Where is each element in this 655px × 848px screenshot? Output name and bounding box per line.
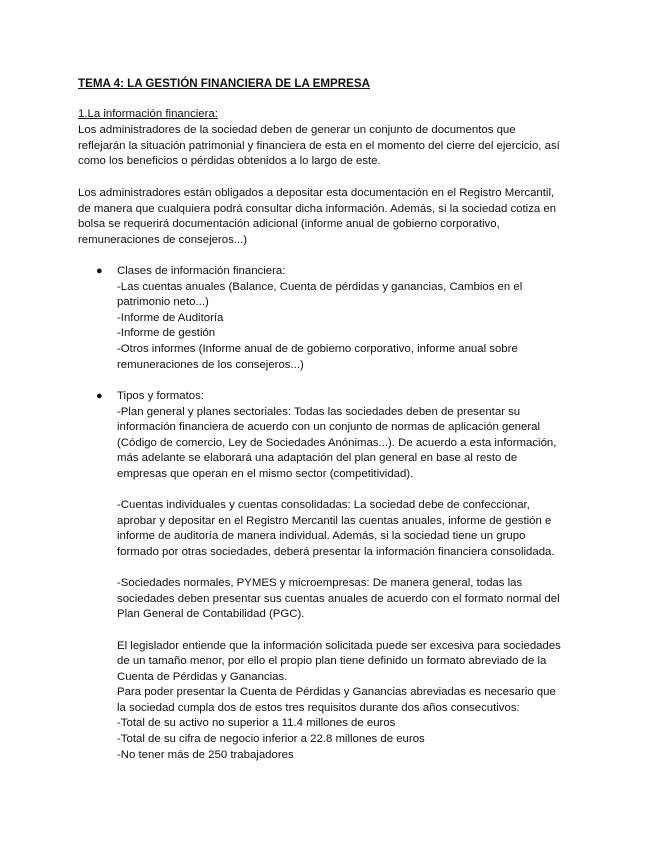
paragraph-line: Los administradores están obligados a depositar esta documentación en el Registro Mercantil, — [78, 187, 555, 199]
paragraph-line: bolsa se requerirá documentación adicional (informe anual de gobierno corporativo, — [78, 218, 500, 231]
paragraph-line: como los beneficios o pérdidas obtenidos a lo largo de este. — [78, 155, 381, 168]
document-title: TEMA 4: LA GESTIÓN FINANCIERA DE LA EMPRESA — [78, 77, 370, 90]
paragraph-line: remuneraciones de consejeros...) — [78, 233, 248, 246]
bullet-list-2 — [78, 389, 598, 763]
list-item-line: sociedades deben presentar sus cuentas anuales de acuerdo con el formato normal del — [117, 592, 560, 605]
paragraph-2 — [78, 186, 588, 248]
paragraph-line: Los administradores de la sociedad deben de generar un conjunto de documentos que — [78, 124, 516, 136]
paragraph-line: de manera que cualquiera podrá consultar dicha información. Además, si la sociedad cotiza en — [78, 202, 557, 215]
paragraph-1 — [78, 123, 588, 170]
list-item-line: la sociedad cumpla dos de estos tres requisitos durante dos años consecutivos: — [117, 701, 520, 714]
list-item-line: aprobar y depositar en el Registro Mercantil las cuentas anuales, informe de gestión e — [117, 514, 552, 527]
section-heading: 1.La información financiera: — [78, 108, 218, 120]
list-item-line: más adelante se elaborará una adaptación del plan general en base al resto de — [117, 452, 518, 465]
list-item-heading: Clases de información financiera: — [117, 265, 286, 277]
list-item-line: -Informe de gestión — [117, 327, 216, 340]
list-item-line: -Informe de Auditoría — [117, 311, 224, 324]
list-item-line: -Otros informes (Informe anual de de gobierno corporativo, informe anual sobre — [117, 342, 518, 355]
list-item-line: patrimonio neto...) — [117, 296, 209, 309]
bullet-list-1 — [78, 264, 598, 373]
list-item-line: -Las cuentas anuales (Balance, Cuenta de pérdidas y ganancias, Cambios en el — [117, 280, 523, 293]
list-item-line: informe de auditoría de manera individual. Además, si la sociedad tiene un grupo — [117, 530, 526, 543]
list-item — [78, 389, 598, 763]
list-item-line: empresas que operan en el mismo sector (competitividad). — [117, 467, 414, 480]
list-item-line: formado por otras sociedades, deberá presentar la información financiera consolidada. — [117, 545, 555, 558]
list-item-line: -Cuentas individuales y cuentas consolidadas: La sociedad debe de confeccionar, — [117, 499, 530, 512]
list-item-line: remuneraciones de los consejeros...) — [117, 358, 304, 371]
list-item-line: -Total de su activo no superior a 11.4 millones de euros — [117, 717, 396, 730]
list-item-heading: Tipos y formatos: — [117, 390, 204, 402]
paragraph-line: reflejarán la situación patrimonial y financiera de esta en el momento del cierre del ejercicio, así — [78, 139, 560, 152]
list-item-line: -Plan general y planes sectoriales: Todas las sociedades deben de presentar su — [117, 405, 521, 418]
bullet-icon: ● — [96, 265, 103, 277]
list-item-line: Plan General de Contabilidad (PGC). — [117, 608, 305, 621]
list-item-line: -Sociedades normales, PYMES y microempresas: De manera general, todas las — [117, 577, 523, 590]
bullet-icon: ● — [96, 390, 103, 402]
list-item-line: (Código de comercio, Ley de Sociedades Anónimas...). De acuerdo a esta información, — [117, 436, 557, 449]
list-item-line: El legislador entiende que la información solicitada puede ser excesiva para sociedades — [117, 639, 561, 652]
list-item-line: -Total de su cifra de negocio inferior a 22.8 millones de euros — [117, 733, 425, 746]
list-item-line: Para poder presentar la Cuenta de Pérdidas y Ganancias abreviadas es necesario que — [117, 686, 556, 699]
list-item-line: información financiera de acuerdo con un conjunto de normas de aplicación general — [117, 421, 540, 434]
list-item — [78, 264, 598, 373]
list-item-line: -No tener más de 250 trabajadores — [117, 748, 294, 761]
list-item-line: Cuenta de Pérdidas y Ganancias. — [117, 670, 288, 683]
list-item-line: de un tamaño menor, por ello el propio plan tiene definido un formato abreviado de la — [117, 655, 547, 668]
